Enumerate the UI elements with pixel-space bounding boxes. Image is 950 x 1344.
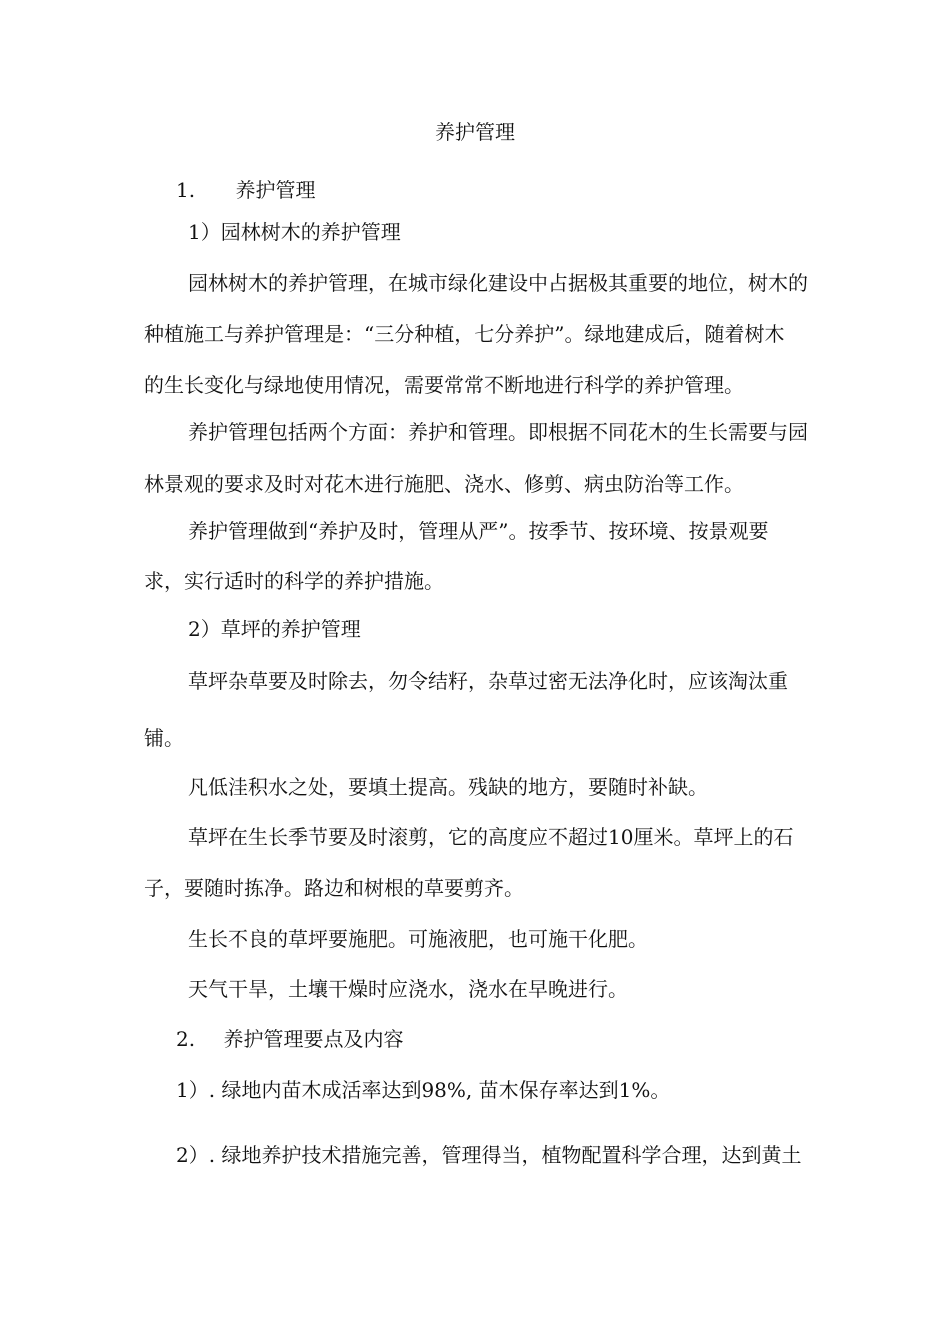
paragraph-1-line-2: 种植施工与养护管理是：“三分种植，七分养护”。绿地建成后，随着树木: [144, 322, 785, 346]
heading-2-number: 2.: [176, 1027, 196, 1051]
paragraph-7: 生长不良的草坪要施肥。可施液肥，也可施干化肥。: [188, 927, 648, 951]
list-item-1: 1）. 绿地内苗木成活率达到98%, 苗木保存率达到1%。: [176, 1078, 671, 1102]
paragraph-3-line-2: 求，实行适时的科学的养护措施。: [144, 569, 444, 593]
paragraph-3-line-1: 养护管理做到“养护及时，管理从严”。按季节、按环境、按景观要: [188, 519, 769, 543]
heading-1-text: 养护管理: [235, 178, 316, 202]
paragraph-8: 天气干旱，土壤干燥时应浇水，浇水在早晚进行。: [188, 977, 628, 1001]
page-title: 养护管理: [435, 120, 515, 144]
heading-1-number: 1.: [176, 178, 196, 202]
paragraph-1-line-1: 园林树木的养护管理，在城市绿化建设中占据极其重要的地位，树木的: [188, 271, 808, 295]
paragraph-4-line-1: 草坪杂草要及时除去，勿令结籽，杂草过密无法净化时，应该淘汰重: [188, 669, 788, 693]
list-item-2: 2）. 绿地养护技术措施完善，管理得当，植物配置科学合理，达到黄土: [176, 1143, 802, 1167]
paragraph-5: 凡低洼积水之处，要填土提高。残缺的地方，要随时补缺。: [188, 775, 708, 799]
paragraph-6-line-2: 子，要随时拣净。路边和树根的草要剪齐。: [144, 876, 524, 900]
subheading-2: 2）草坪的养护管理: [188, 617, 361, 641]
heading-2: [176, 1027, 403, 1051]
heading-2-text: 养护管理要点及内容: [223, 1027, 404, 1051]
heading-1: [176, 178, 315, 202]
paragraph-1-line-3: 的生长变化与绿地使用情况，需要常常不断地进行科学的养护管理。: [144, 373, 744, 397]
paragraph-4-line-2: 铺。: [144, 726, 184, 750]
paragraph-2-line-2: 林景观的要求及时对花木进行施肥、浇水、修剪、病虫防治等工作。: [144, 472, 744, 496]
paragraph-2-line-1: 养护管理包括两个方面：养护和管理。即根据不同花木的生长需要与园: [188, 420, 808, 444]
paragraph-6-line-1: 草坪在生长季节要及时滚剪，它的高度应不超过10厘米。草坪上的石: [188, 825, 794, 849]
subheading-1: 1）园林树木的养护管理: [188, 220, 401, 244]
